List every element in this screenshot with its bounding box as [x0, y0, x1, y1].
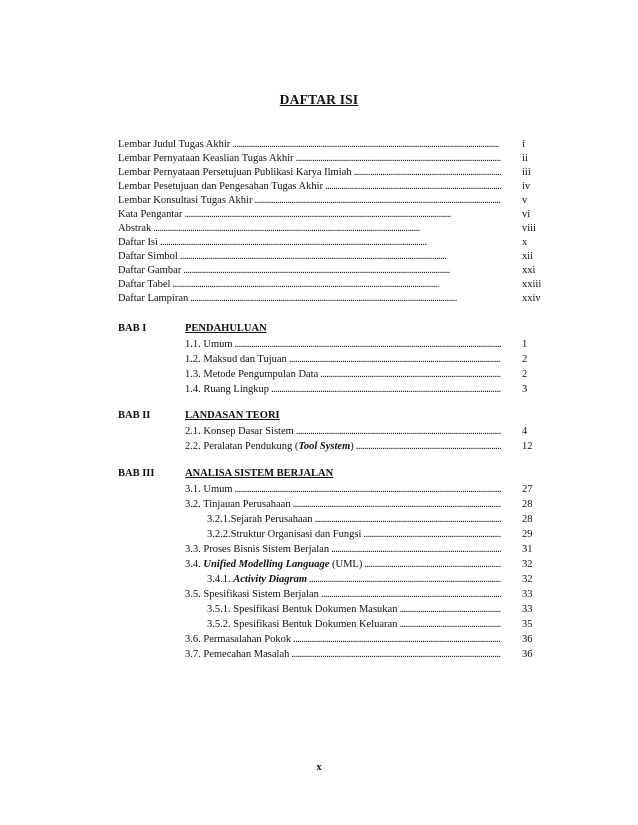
chapter-title: PENDAHULUAN	[185, 323, 267, 334]
toc-entry-label: 3.5.2. Spesifikasi Bentuk Dokumen Keluaran	[207, 619, 398, 630]
toc-entry	[185, 440, 503, 454]
chapter-number: BAB III	[118, 468, 155, 479]
toc-page-number: x	[522, 237, 528, 248]
toc-entry-label: 3.4.1. Activity Diagram	[207, 574, 308, 585]
toc-entry-label: 3.2. Tinjauan Perusahaan	[185, 499, 291, 510]
toc-entry-label: 3.1. Umum	[185, 484, 233, 495]
toc-entry	[118, 264, 503, 278]
leader-dots	[331, 543, 501, 557]
toc-entry	[185, 338, 503, 352]
leader-dots	[180, 250, 501, 264]
toc-entry-label: 3.5.1. Spesifikasi Bentuk Dokumen Masukan	[207, 604, 398, 615]
leader-dots	[254, 194, 501, 208]
toc-entry	[207, 603, 503, 617]
toc-page-number: xxiv	[522, 293, 541, 304]
toc-page-number: 3	[522, 384, 528, 395]
toc-entry-label: Daftar Simbol	[118, 251, 178, 262]
leader-dots	[296, 425, 501, 439]
toc-entry-label: Daftar Tabel	[118, 279, 171, 290]
leader-dots	[190, 292, 501, 306]
leader-dots	[364, 558, 501, 572]
toc-entry-label: Lembar Pesetujuan dan Pengesahan Tugas Akhir	[118, 181, 324, 192]
page-title: DAFTAR ISI	[279, 92, 359, 107]
leader-dots	[153, 222, 501, 236]
toc-entry	[118, 250, 503, 264]
leader-dots	[271, 383, 501, 397]
toc-entry-label: 3.7. Pemecahan Masalah	[185, 649, 290, 660]
leader-dots	[172, 278, 501, 292]
leader-dots	[183, 264, 501, 278]
toc-entry-label: 1.1. Umum	[185, 339, 233, 350]
toc-entry-label: Lembar Konsultasi Tugas Akhir	[118, 195, 253, 206]
toc-entry	[118, 166, 503, 180]
toc-entry	[185, 368, 503, 382]
toc-entry-label: Daftar Isi	[118, 237, 158, 248]
toc-entry-label: 2.1. Konsep Dasar Sistem	[185, 426, 294, 437]
toc-page-number: iii	[522, 167, 531, 178]
toc-entry	[118, 208, 503, 222]
toc-page-number: 36	[522, 634, 533, 645]
toc-entry	[185, 648, 503, 662]
leader-dots	[293, 498, 501, 512]
leader-dots	[399, 603, 501, 617]
toc-page-number: 35	[522, 619, 533, 630]
toc-entry-label: 3.3. Proses Bisnis Sistem Berjalan	[185, 544, 330, 555]
toc-page-number: 33	[522, 589, 533, 600]
toc-page-number: 28	[522, 514, 533, 525]
toc-entry	[185, 383, 503, 397]
toc-entry	[118, 292, 503, 306]
toc-page-number: 29	[522, 529, 533, 540]
toc-page-number: i	[522, 139, 525, 150]
toc-page-number: 28	[522, 499, 533, 510]
leader-dots	[325, 180, 501, 194]
toc-entry	[185, 353, 503, 367]
toc-page-number: 2	[522, 369, 528, 380]
toc-entry-label: 3.2.2.Struktur Organisasi dan Fungsi	[207, 529, 362, 540]
toc-entry	[207, 528, 503, 542]
toc-page-number: xxi	[522, 265, 536, 276]
toc-entry	[118, 222, 503, 236]
chapter-number: BAB I	[118, 323, 147, 334]
toc-entry-label: Lembar Pernyataan Keaslian Tugas Akhir	[118, 153, 294, 164]
toc-entry	[185, 543, 503, 557]
toc-page-number: vi	[522, 209, 531, 220]
toc-page-number: 36	[522, 649, 533, 660]
chapter-title: LANDASAN TEORI	[185, 410, 280, 421]
toc-entry	[185, 483, 503, 497]
toc-entry	[118, 138, 503, 152]
toc-entry	[185, 633, 503, 647]
toc-entry	[118, 236, 503, 250]
leader-dots	[363, 528, 501, 542]
toc-entry-label: 3.4. Unified Modelling Language (UML)	[185, 559, 363, 570]
toc-page-number: 12	[522, 441, 533, 452]
toc-entry-label: Daftar Lampiran	[118, 293, 189, 304]
toc-page-number: 32	[522, 559, 533, 570]
leader-dots	[235, 338, 501, 352]
toc-entry-label: 1.2. Maksud dan Tujuan	[185, 354, 287, 365]
toc-page-number: xii	[522, 251, 534, 262]
page-number-footer: x	[316, 762, 322, 773]
toc-entry-label: 1.3. Metode Pengumpulan Data	[185, 369, 319, 380]
toc-entry	[118, 152, 503, 166]
toc-entry-label: Lembar Judul Tugas Akhir	[118, 139, 231, 150]
toc-page-number: xxiii	[522, 279, 542, 290]
toc-entry	[118, 180, 503, 194]
leader-dots	[232, 138, 501, 152]
toc-page-number: ii	[522, 153, 528, 164]
toc-entry	[118, 278, 503, 292]
toc-page-number: 33	[522, 604, 533, 615]
toc-entry	[185, 558, 503, 572]
leader-dots	[296, 152, 501, 166]
toc-entry-label: 2.2. Peralatan Pendukung (Tool System)	[185, 441, 354, 452]
leader-dots	[320, 368, 501, 382]
chapter-title: ANALISA SISTEM BERJALAN	[185, 468, 334, 479]
leader-dots	[235, 483, 501, 497]
toc-entry	[185, 425, 503, 439]
toc-page-number: v	[522, 195, 528, 206]
toc-entry	[118, 194, 503, 208]
leader-dots	[309, 573, 501, 587]
leader-dots	[354, 166, 501, 180]
toc-entry	[185, 588, 503, 602]
leader-dots	[160, 236, 501, 250]
toc-page-number: 32	[522, 574, 533, 585]
toc-entry	[185, 498, 503, 512]
toc-entry-label: 1.4. Ruang Lingkup	[185, 384, 269, 395]
toc-page-number: 2	[522, 354, 528, 365]
toc-entry	[207, 513, 503, 527]
leader-dots	[399, 618, 501, 632]
toc-page-number: viii	[522, 223, 537, 234]
toc-entry-label: Kata Pengantar	[118, 209, 183, 220]
leader-dots	[356, 440, 501, 454]
toc-entry-label: Lembar Pernyataan Persetujuan Publikasi Karya Ilmiah	[118, 167, 352, 178]
leader-dots	[289, 353, 501, 367]
leader-dots	[315, 513, 501, 527]
chapter-number: BAB II	[118, 410, 151, 421]
toc-page-number: 31	[522, 544, 533, 555]
toc-entry-label: Abstrak	[118, 223, 152, 234]
leader-dots	[321, 588, 501, 602]
leader-dots	[291, 648, 501, 662]
leader-dots	[184, 208, 501, 222]
toc-page-number: 1	[522, 339, 528, 350]
toc-entry-label: 3.6. Permasalahan Pokok	[185, 634, 292, 645]
toc-page-number: 4	[522, 426, 528, 437]
toc-entry-label: 3.5. Spesifikasi Sistem Berjalan	[185, 589, 319, 600]
toc-page-number: iv	[522, 181, 531, 192]
leader-dots	[293, 633, 501, 647]
toc-entry-label: Daftar Gambar	[118, 265, 182, 276]
toc-page-number: 27	[522, 484, 533, 495]
toc-entry	[207, 573, 503, 587]
toc-entry-label: 3.2.1.Sejarah Perusahaan	[207, 514, 313, 525]
toc-entry	[207, 618, 503, 632]
